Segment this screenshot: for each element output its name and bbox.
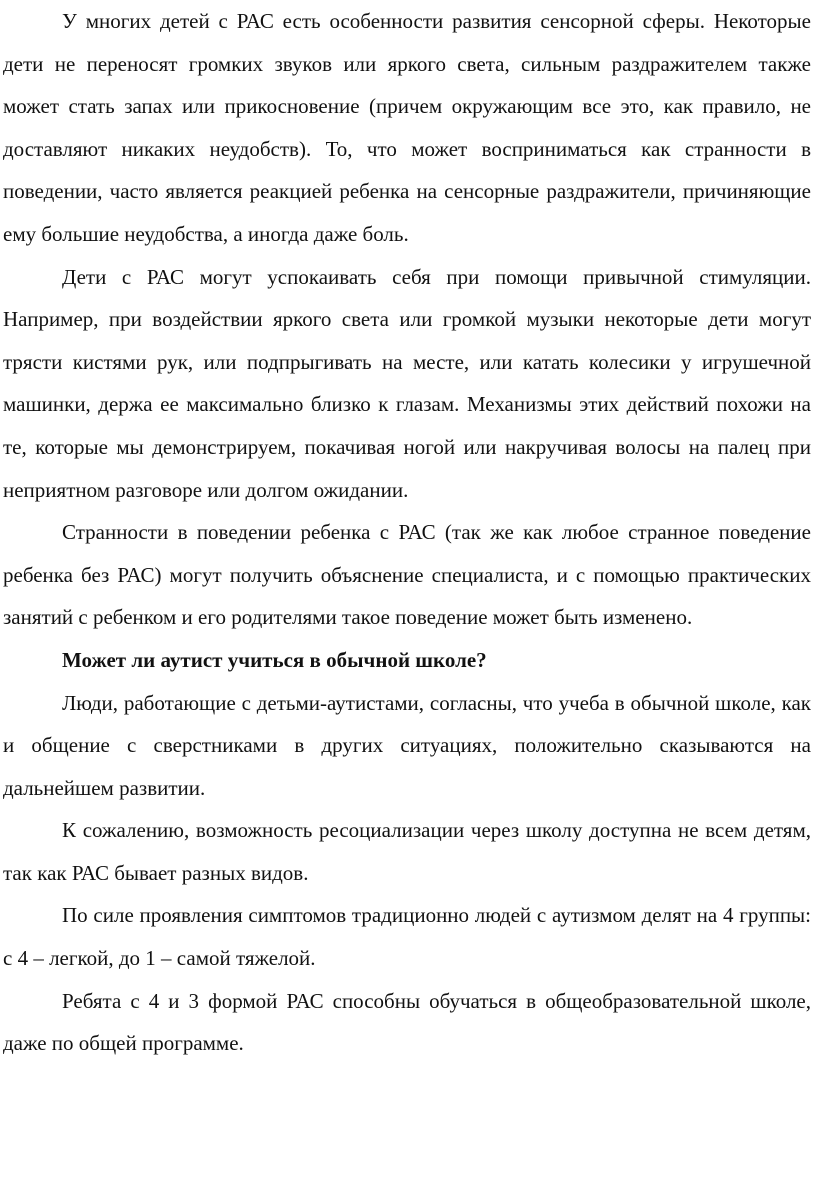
- paragraph-stimulation: Дети с РАС могут успокаивать себя при помощи привычной стимуляции. Например, при воздействии яркого света или громкой музыки некоторые дети могут трясти кистями рук, или подпрыгивать на месте, или катать колесики у игрушечной машинки, держа ее максимально близко к глазам. Механизмы этих действий похожи на те, которые мы демонстрируем, покачивая ногой или накручивая волосы на палец при неприятном разговоре или долгом ожидании.: [3, 264, 811, 502]
- paragraph-forms: Ребята с 4 и 3 формой РАС способны обучаться в общеобразовательной школе, даже по общей программе.: [3, 988, 811, 1056]
- paragraph-sensory: У многих детей с РАС есть особенности развития сенсорной сферы. Некоторые дети не переносят громких звуков или яркого света, сильным раздражителем также может стать запах или прикосновение (причем окружающим все это, как правило, не доставляют никаких неудобств). То, что может восприниматься как странности в поведении, часто является реакцией ребенка на сенсорные раздражители, причиняющие ему большие неудобства, а иногда даже боль.: [3, 9, 811, 246]
- document-page: [3, 0, 811, 1065]
- paragraph-groups: По силе проявления симптомов традиционно людей с аутизмом делят на 4 группы: с 4 – легкой, до 1 – самой тяжелой.: [3, 903, 811, 971]
- paragraph-school: Люди, работающие с детьми-аутистами, согласны, что учеба в обычной школе, как и общение с сверстниками в других ситуациях, положительно сказываются на дальнейшем развитии.: [3, 690, 811, 800]
- paragraph-behavior: Странности в поведении ребенка с РАС (так же как любое странное поведение ребенка без РАС) могут получить объяснение специалиста, и с помощью практических занятий с ребенком и его родителями такое поведение может быть изменено.: [3, 520, 811, 630]
- paragraph-resocialization: К сожалению, возможность ресоциализации через школу доступна не всем детям, так как РАС бывает разных видов.: [3, 818, 811, 885]
- section-heading: Может ли аутист учиться в обычной школе?: [62, 647, 487, 672]
